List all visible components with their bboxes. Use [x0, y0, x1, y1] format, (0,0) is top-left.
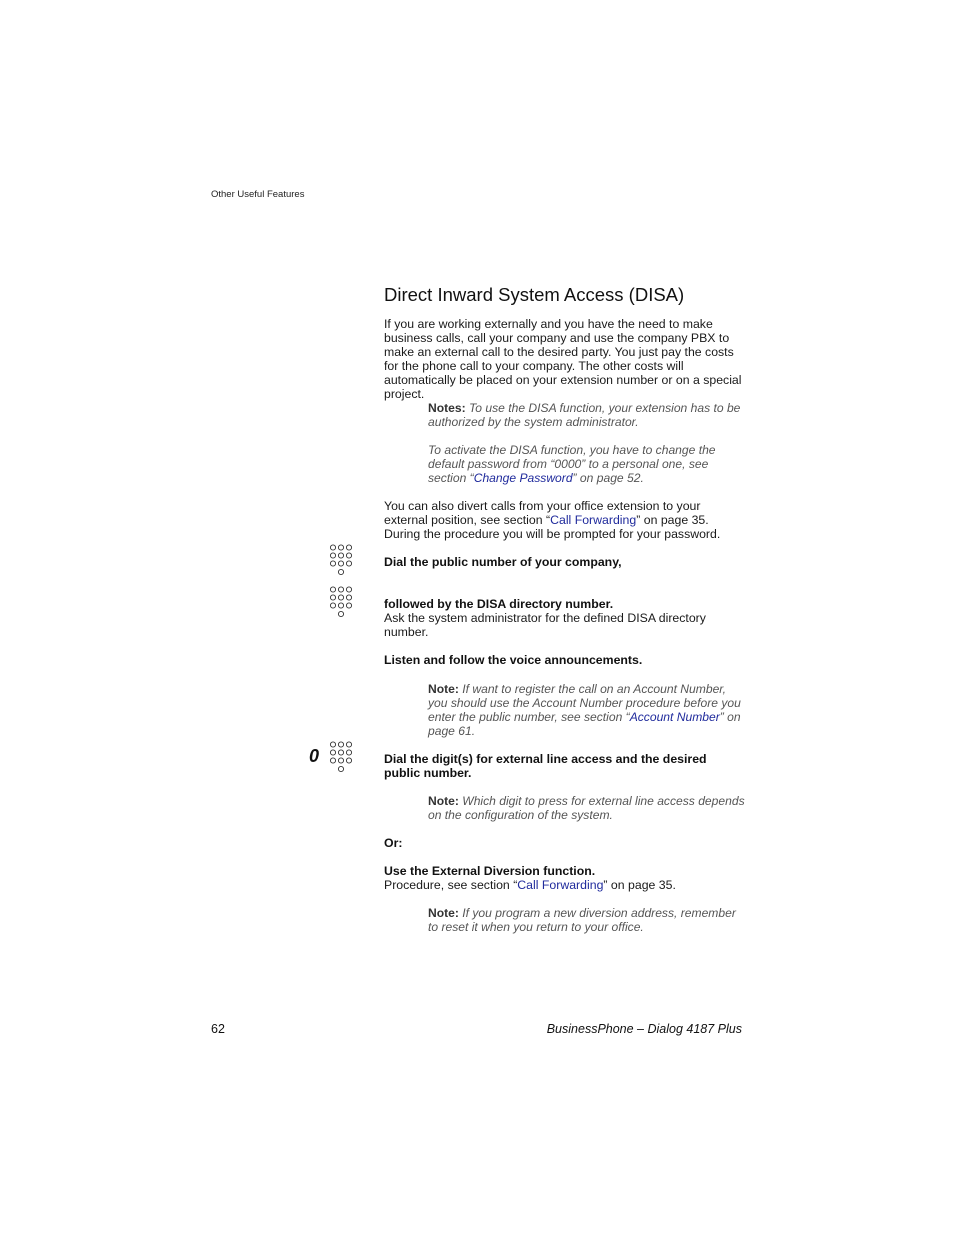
- step-dial-public-number: Dial the public number of your company,: [384, 555, 622, 569]
- step-external-diversion: Use the External Diversion function.: [384, 864, 596, 878]
- link-call-forwarding[interactable]: Call Forwarding: [550, 513, 637, 527]
- step-disa-directory: followed by the DISA directory number.: [384, 597, 614, 611]
- zero-key-label: 0: [309, 746, 320, 766]
- step-dial-external-line: Dial the digit(s) for external line access and the desired public number.: [384, 752, 707, 780]
- page-number: 62: [211, 1022, 225, 1036]
- link-account-number[interactable]: Account Number: [629, 710, 720, 724]
- keypad-icon: [329, 544, 353, 576]
- step-voice-announcements: Listen and follow the voice announcements.: [384, 653, 643, 667]
- divert-post: ” on page 35. During the procedure you will be prompted for your password.: [384, 513, 721, 541]
- intro-paragraph: If you are working externally and you have the need to make business calls, call your company and use the company PBX to make an external call to the desired party. You just pay the costs for the phone call to your company. The other costs will automatically be placed on your extension number or on a special project.: [384, 317, 742, 401]
- notes-authorization: [428, 401, 746, 429]
- divert-pre: You can also divert calls from your office extension to your external position, see section “: [384, 499, 701, 527]
- note-label: Note:: [428, 906, 459, 920]
- notes-password: [428, 443, 746, 485]
- page-title: Direct Inward System Access (DISA): [384, 284, 685, 305]
- notes-password-post: ” on page 52.: [572, 471, 644, 485]
- note-digit-text: Which digit to press for external line access depends on the configuration of the system.: [428, 794, 745, 822]
- link-change-password[interactable]: Change Password: [473, 471, 573, 485]
- diversion-pre: Procedure, see section “: [384, 878, 518, 892]
- note-label: Note:: [428, 794, 459, 808]
- note-account-post: ” on page 61.: [428, 710, 741, 738]
- link-call-forwarding-2[interactable]: Call Forwarding: [517, 878, 604, 892]
- footer-title: BusinessPhone – Dialog 4187 Plus: [546, 1022, 742, 1036]
- note-account-number: [428, 682, 746, 738]
- running-head: Other Useful Features: [211, 189, 305, 200]
- note-diversion: [428, 906, 746, 934]
- keypad-icon: [329, 586, 353, 618]
- note-diversion-text: If you program a new diversion address, remember to reset it when you return to your office.: [428, 906, 736, 934]
- notes-password-pre: To activate the DISA function, you have to change the default password from “0000” to a personal one, see section “: [428, 443, 716, 485]
- step-disa-directory-desc: Ask the system administrator for the defined DISA directory number.: [384, 611, 706, 639]
- note-label: Note:: [428, 682, 459, 696]
- divert-paragraph: [384, 499, 746, 541]
- notes-label: Notes:: [428, 401, 466, 415]
- note-account-pre: If want to register the call on an Account Number, you should use the Account Number procedure before you enter the public number, see section “: [428, 682, 741, 724]
- step-external-diversion-desc: [384, 878, 746, 892]
- or-label: Or:: [384, 836, 403, 850]
- note-line-access-digit: [428, 794, 746, 822]
- notes-text: To use the DISA function, your extension has to be authorized by the system administrator.: [428, 401, 741, 429]
- diversion-post: ” on page 35.: [603, 878, 676, 892]
- keypad-icon: [329, 741, 353, 773]
